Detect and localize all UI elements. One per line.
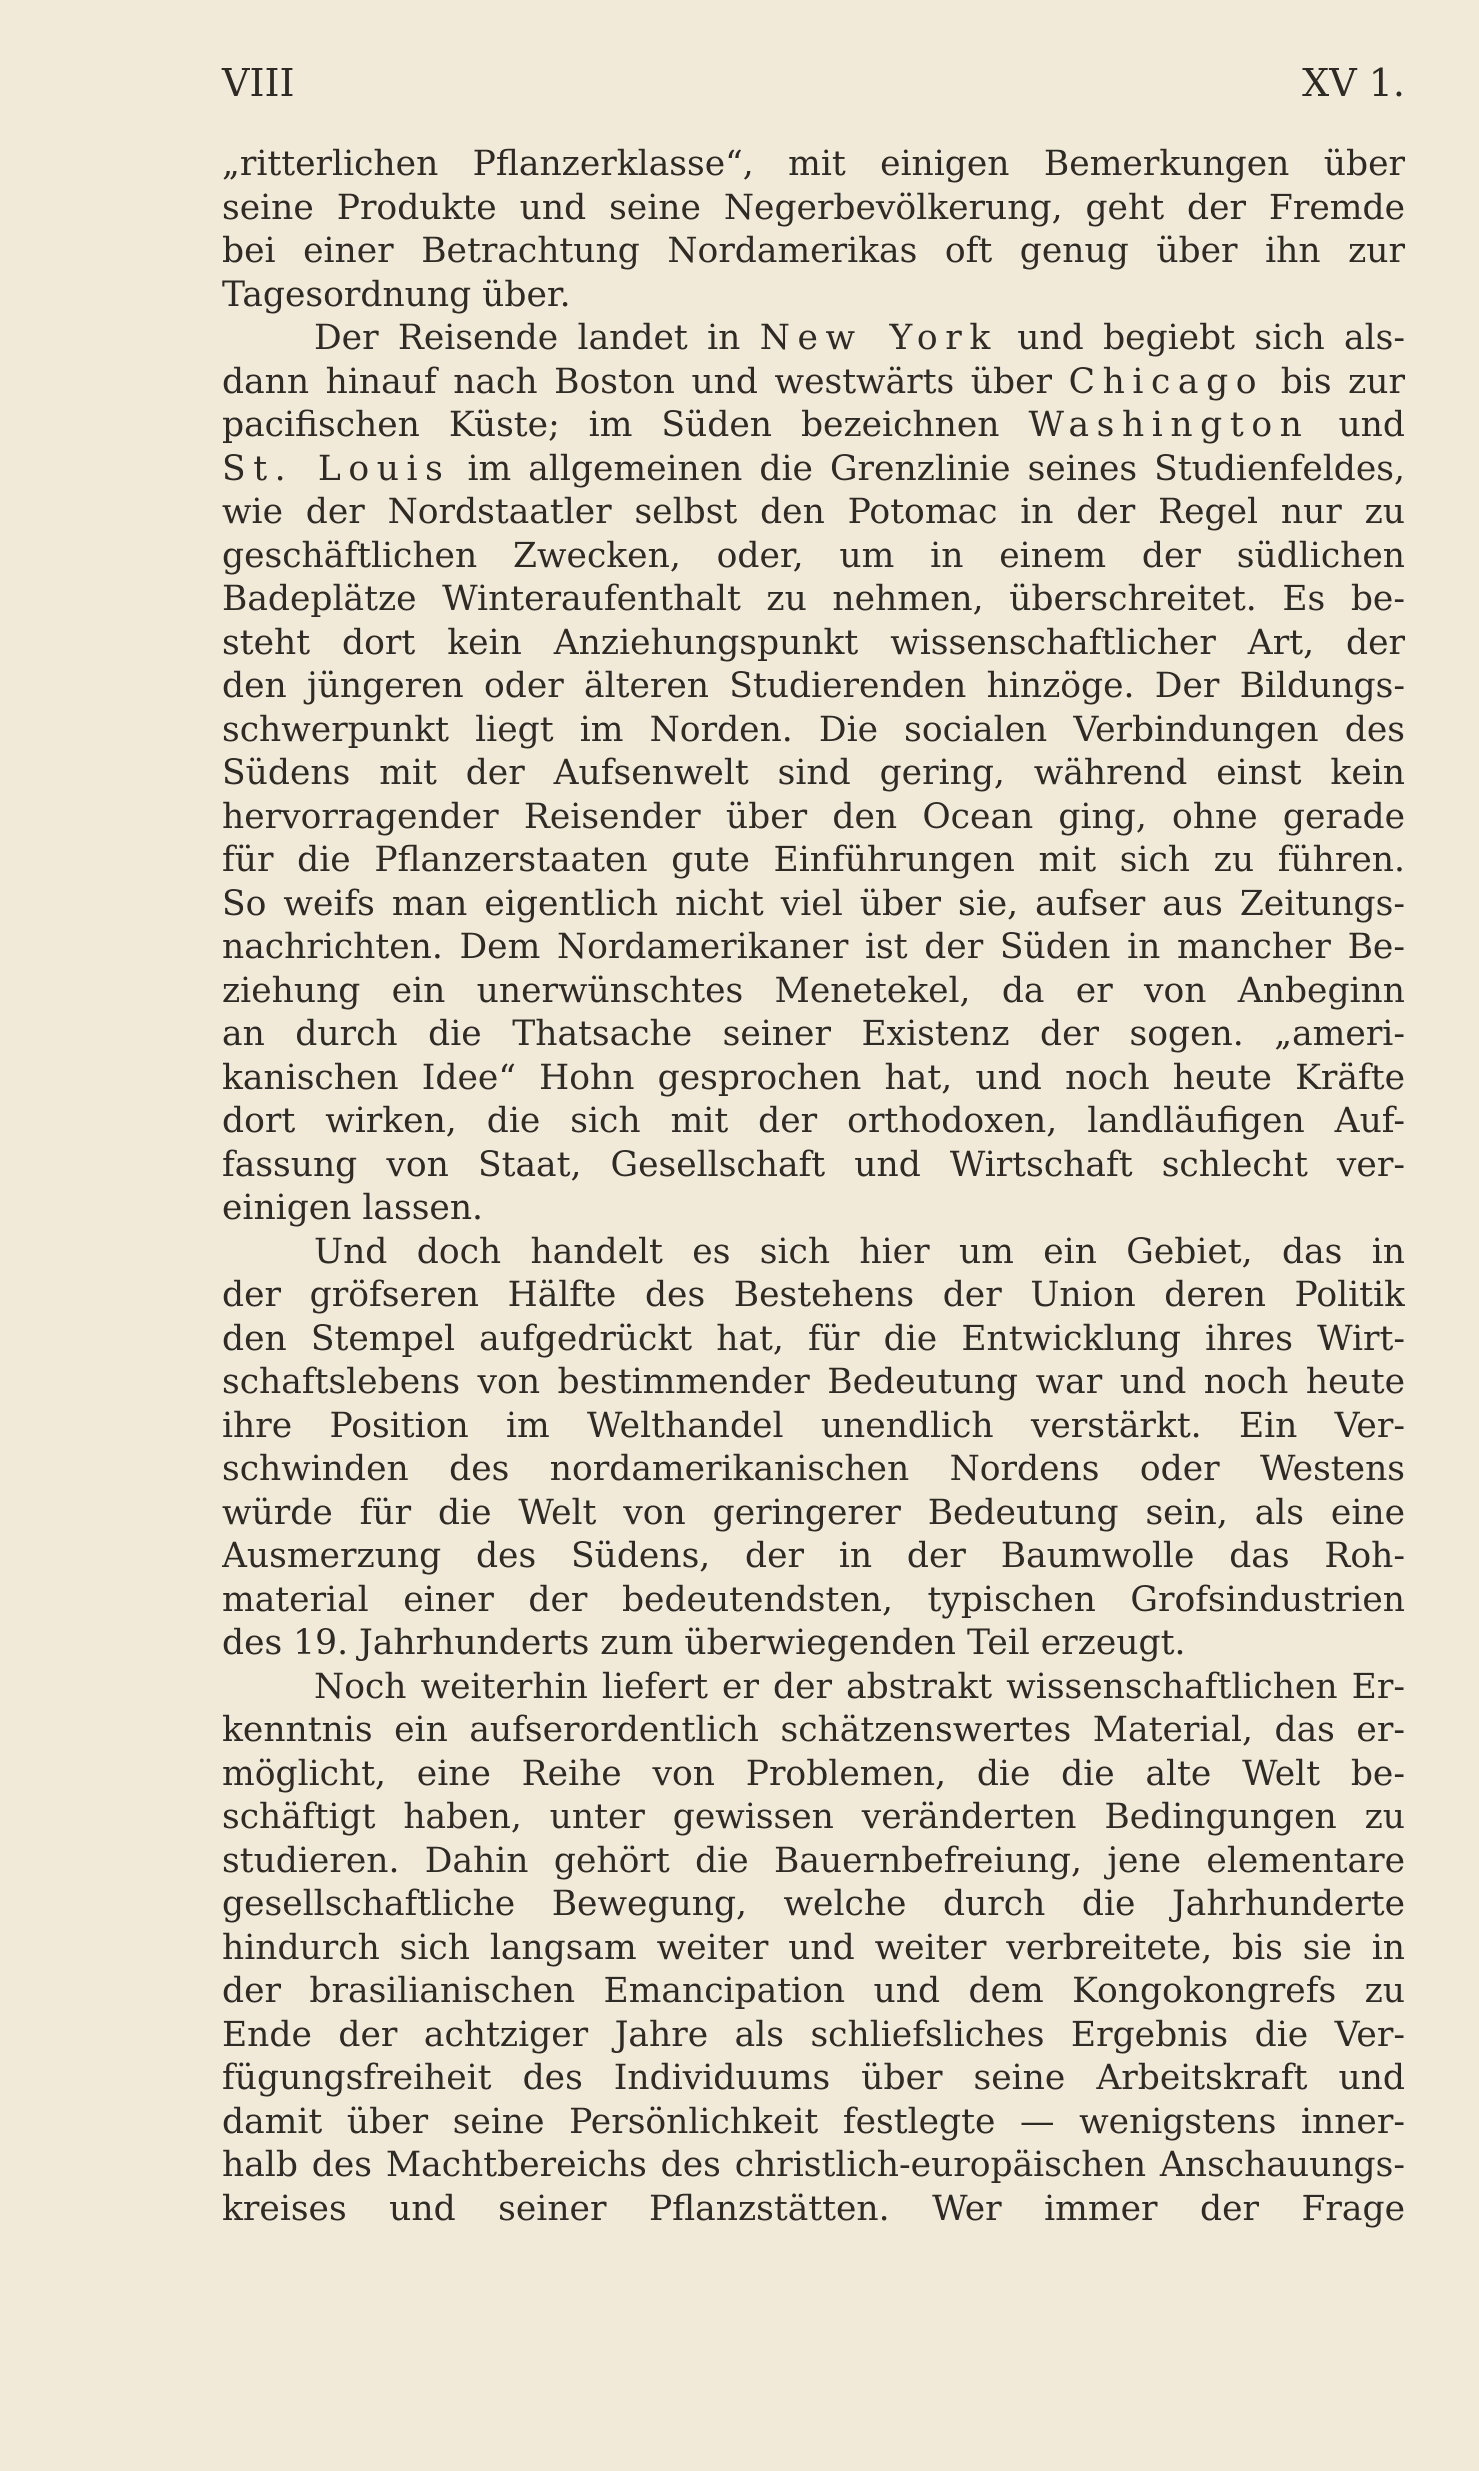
text-line: schaftslebens von bestimmender Bedeutung war und noch heute (222, 1362, 1405, 1402)
text-line: hindurch sich langsam weiter und weiter verbreitete, bis sie in (222, 1927, 1405, 1968)
text-line: nachrichten. Dem Nordamerikaner ist der Süden in mancher Be- (222, 927, 1405, 967)
text-line: schwinden des nordamerikanischen Nordens oder Westens (222, 1449, 1405, 1489)
text-line: kreises und seiner Pflanzstätten. Wer immer der Frage (222, 2188, 1405, 2229)
text-line: dort wirken, die sich mit der orthodoxen, landläufigen Auf- (222, 1101, 1405, 1141)
text-line: So weifs man eigentlich nicht viel über sie, aufser aus Zeitungs- (222, 883, 1405, 924)
section-reference: XV 1. (1302, 61, 1405, 105)
text-line: bei einer Betrachtung Nordamerikas oft genug über ihn zur (222, 231, 1405, 271)
text-line: hervorragender Reisender über den Ocean ging, ohne gerade (222, 796, 1405, 837)
text-line: kanischen Idee“ Hohn gesprochen hat, und noch heute Kräfte (222, 1057, 1405, 1098)
text-line: Tagesordnung über. (222, 274, 571, 315)
text-line: der gröfseren Hälfte des Bestehens der Union deren Politik (222, 1275, 1405, 1315)
text-line: schwerpunkt liegt im Norden. Die socialen Verbindungen des (222, 709, 1405, 750)
text-line: den Stempel aufgedrückt hat, für die Entwicklung ihres Wirt- (222, 1318, 1405, 1359)
text-line: ziehung ein unerwünschtes Menetekel, da er von Anbeginn (222, 970, 1405, 1011)
text-line: der brasilianischen Emancipation und dem Kongokongrefs zu (222, 1971, 1405, 2011)
text-line: schäftigt haben, unter gewissen veränderten Bedingungen zu (222, 1797, 1405, 1837)
text-line: Südens mit der Aufsenwelt sind gering, während einst kein (222, 753, 1405, 793)
text-line: für die Pflanzerstaaten gute Einführungen mit sich zu führen. (222, 840, 1405, 880)
page-number-roman: VIII (222, 61, 295, 105)
text-line: gesellschaftliche Bewegung, welche durch die Jahrhunderte (222, 1884, 1405, 1924)
text-line: fassung von Staat, Gesellschaft und Wirtschaft schlecht ver- (222, 1144, 1405, 1185)
text-line: kenntnis ein aufserordentlich schätzenswertes Material, das er- (222, 1710, 1405, 1750)
text-line: möglicht, eine Reihe von Problemen, die die alte Welt be- (222, 1753, 1405, 1794)
text-line: Ende der achtziger Jahre als schliefsliches Ergebnis die Ver- (222, 2014, 1405, 2055)
text-line: pacifischen Küste; im Süden bezeichnen Washington und (222, 405, 1405, 445)
text-line: an durch die Thatsache seiner Existenz der sogen. „ameri- (222, 1014, 1405, 1054)
text-line: wie der Nordstaatler selbst den Potomac in der Regel nur zu (222, 492, 1405, 532)
text-line: studieren. Dahin gehört die Bauernbefreiung, jene elementare (222, 1840, 1405, 1881)
text-line: dann hinauf nach Boston und westwärts über Chicago bis zur (222, 361, 1405, 402)
text-line: den jüngeren oder älteren Studierenden hinzöge. Der Bildungs- (222, 666, 1405, 706)
text-line: geschäftlichen Zwecken, oder, um in einem der südlichen (222, 535, 1405, 576)
text-line: steht dort kein Anziehungspunkt wissenschaftlicher Art, der (222, 622, 1405, 663)
text-line: des 19. Jahrhunderts zum überwiegenden Teil erzeugt. (222, 1623, 1186, 1663)
text-line: Badeplätze Winteraufenthalt zu nehmen, überschreitet. Es be- (222, 579, 1405, 619)
text-line: St. Louis im allgemeinen die Grenzlinie seines Studienfeldes, (222, 448, 1405, 489)
text-line: ihre Position im Welthandel unendlich verstärkt. Ein Ver- (222, 1405, 1405, 1446)
body-text (222, 143, 1405, 2231)
text-line: damit über seine Persönlichkeit festlegte — wenigstens inner- (222, 2101, 1405, 2142)
text-line: Ausmerzung des Südens, der in der Baumwolle das Roh- (222, 1536, 1405, 1576)
text-line: Noch weiterhin liefert er der abstrakt wissenschaftlichen Er- (314, 1666, 1405, 1707)
text-line: fügungsfreiheit des Individuums über seine Arbeitskraft und (222, 2058, 1405, 2098)
text-line: halb des Machtbereichs des christlich-europäischen Anschauungs- (222, 2145, 1405, 2185)
text-line: Und doch handelt es sich hier um ein Gebiet, das in (314, 1231, 1405, 1272)
text-line: einigen lassen. (222, 1188, 484, 1228)
text-line: material einer der bedeutendsten, typischen Grofsindustrien (222, 1579, 1405, 1620)
running-head (222, 58, 1405, 108)
text-line: „ritterlichen Pflanzerklasse“, mit einigen Bemerkungen über (222, 144, 1405, 184)
text-line: Der Reisende landet in New York und begiebt sich als- (314, 318, 1405, 358)
text-line: seine Produkte und seine Negerbevölkerung, geht der Fremde (222, 187, 1405, 228)
text-line: würde für die Welt von geringerer Bedeutung sein, als eine (222, 1492, 1405, 1533)
